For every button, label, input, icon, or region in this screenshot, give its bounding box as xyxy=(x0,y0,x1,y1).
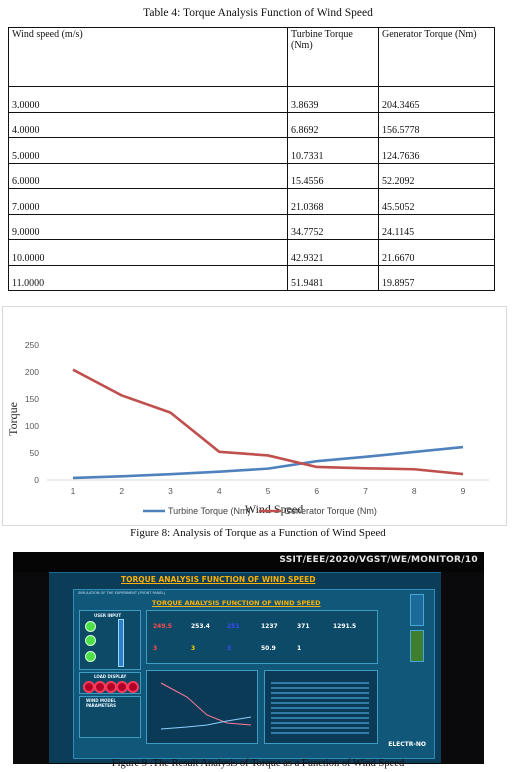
table-header-row xyxy=(9,28,495,87)
y-tick-label: 250 xyxy=(24,340,39,350)
x-tick-label: 8 xyxy=(411,486,417,496)
cell-turbine-torque: 15.4556 xyxy=(288,163,379,189)
status-led xyxy=(85,635,96,646)
x-tick-label: 9 xyxy=(460,486,466,496)
readout-value: 1 xyxy=(297,645,302,652)
readout-value: 371 xyxy=(297,623,310,630)
monitor-screen xyxy=(49,572,441,763)
status-led xyxy=(85,621,96,632)
cell-turbine-torque: 34.7752 xyxy=(288,214,379,240)
cell-turbine-torque: 10.7331 xyxy=(288,138,379,164)
table-row xyxy=(9,163,495,189)
load-indicator xyxy=(127,681,139,693)
torque-table xyxy=(8,27,495,291)
cell-turbine-torque: 51.9481 xyxy=(288,265,379,291)
readout-value: 253.4 xyxy=(191,623,210,630)
cell-wind-speed: 10.0000 xyxy=(9,240,288,266)
monitor-photo xyxy=(13,552,484,764)
table-row xyxy=(9,138,495,164)
torque-chart xyxy=(2,306,507,526)
cell-turbine-torque: 21.0368 xyxy=(288,189,379,215)
figure-9-caption: Figure 9 :The Result Analysis of Torque as a Function of Wind Speed xyxy=(111,758,405,769)
table-row xyxy=(9,189,495,215)
header-turbine-torque: Turbine Torque (Nm) xyxy=(288,28,379,87)
x-axis-label: Wind Speed xyxy=(244,502,304,516)
wind-slider[interactable] xyxy=(118,619,124,667)
cell-turbine-torque: 3.8639 xyxy=(288,87,379,113)
cell-wind-speed: 4.0000 xyxy=(9,112,288,138)
user-input-label: USER INPUT xyxy=(94,613,122,618)
table-row xyxy=(9,265,495,291)
cell-wind-speed: 9.0000 xyxy=(9,214,288,240)
wind-model-label: WIND MODEL PARAMETERS xyxy=(86,698,116,708)
readout-value: 3 xyxy=(191,645,196,652)
readout-value: 1291.5 xyxy=(333,623,357,630)
chart-canvas xyxy=(3,307,506,525)
legend-label: Turbine Torque (Nm) xyxy=(168,506,251,516)
user-input-block xyxy=(79,610,141,670)
cell-turbine-torque: 6.8692 xyxy=(288,112,379,138)
header-generator-torque: Generator Torque (Nm) xyxy=(379,28,495,87)
screen-title: TORQUE ANALYSIS FUNCTION OF WIND SPEED xyxy=(121,575,316,584)
y-tick-label: 150 xyxy=(24,394,39,404)
cell-generator-torque: 204.3465 xyxy=(379,87,495,113)
x-tick-label: 5 xyxy=(265,486,271,496)
x-tick-label: 1 xyxy=(70,486,76,496)
load-display-label: LOAD DISPLAY xyxy=(94,674,127,679)
cell-generator-torque: 52.2092 xyxy=(379,163,495,189)
figure-8-caption: Figure 8: Analysis of Torque as a Function of Wind Speed xyxy=(130,527,386,539)
x-tick-label: 4 xyxy=(216,486,222,496)
cell-wind-speed: 6.0000 xyxy=(9,163,288,189)
result-table-block xyxy=(264,670,378,744)
cell-turbine-torque: 42.9321 xyxy=(288,240,379,266)
brand-label: ELECTR-NO xyxy=(388,741,426,748)
mini-chart-block xyxy=(146,670,258,744)
readout-value: 251 xyxy=(227,623,240,630)
x-tick-label: 2 xyxy=(119,486,125,496)
panel-small-title: SIMULATION OF THE EXPERIMENT (FRONT PANEL) xyxy=(78,591,165,595)
y-tick-label: 0 xyxy=(34,475,39,485)
photo-header-text: SSIT/EEE/2020/VGST/WE/MONITOR/10 xyxy=(279,555,478,565)
cell-wind-speed: 11.0000 xyxy=(9,265,288,291)
table-row xyxy=(9,112,495,138)
cell-generator-torque: 124.7636 xyxy=(379,138,495,164)
status-led xyxy=(85,651,96,662)
y-tick-label: 50 xyxy=(29,448,39,458)
y-tick-label: 200 xyxy=(24,367,39,377)
mini-chart xyxy=(147,671,257,743)
mini-chart-line xyxy=(161,683,251,725)
cell-generator-torque: 24.1145 xyxy=(379,214,495,240)
cell-wind-speed: 3.0000 xyxy=(9,87,288,113)
x-tick-label: 6 xyxy=(314,486,320,496)
series-line-1 xyxy=(73,370,463,474)
y-tick-label: 100 xyxy=(24,421,39,431)
cell-generator-torque: 21.6670 xyxy=(379,240,495,266)
readout-value: 3 xyxy=(153,645,158,652)
cell-generator-torque: 156.5778 xyxy=(379,112,495,138)
side-tab[interactable] xyxy=(410,630,424,662)
legend-label: Generator Torque (Nm) xyxy=(284,506,377,516)
cell-wind-speed: 5.0000 xyxy=(9,138,288,164)
load-display-block xyxy=(79,672,141,694)
front-panel xyxy=(73,589,435,759)
table-caption: Table 4: Torque Analysis Function of Wind Speed xyxy=(143,7,373,19)
series-line-0 xyxy=(73,447,463,478)
readout-value: 50.9 xyxy=(261,645,276,652)
readout-value: 249.5 xyxy=(153,623,172,630)
table-row xyxy=(9,87,495,113)
readout-block xyxy=(146,610,378,664)
x-tick-label: 3 xyxy=(168,486,173,496)
table-row xyxy=(9,240,495,266)
cell-wind-speed: 7.0000 xyxy=(9,189,288,215)
side-tab[interactable] xyxy=(410,594,424,626)
readout-value: 3 xyxy=(227,645,232,652)
mini-chart-line xyxy=(161,717,251,729)
readout-value: 1237 xyxy=(261,623,278,630)
photo-header-bar xyxy=(13,552,484,572)
wind-model-block xyxy=(79,696,141,738)
y-axis-label: Torque xyxy=(6,402,20,436)
table-row xyxy=(9,214,495,240)
x-tick-label: 7 xyxy=(363,486,368,496)
cell-generator-torque: 19.8957 xyxy=(379,265,495,291)
header-wind-speed: Wind speed (m/s) xyxy=(9,28,288,87)
cell-generator-torque: 45.5052 xyxy=(379,189,495,215)
result-table-rows xyxy=(271,679,369,735)
panel-title: TORQUE ANALYSIS FUNCTION OF WIND SPEED xyxy=(152,599,321,607)
